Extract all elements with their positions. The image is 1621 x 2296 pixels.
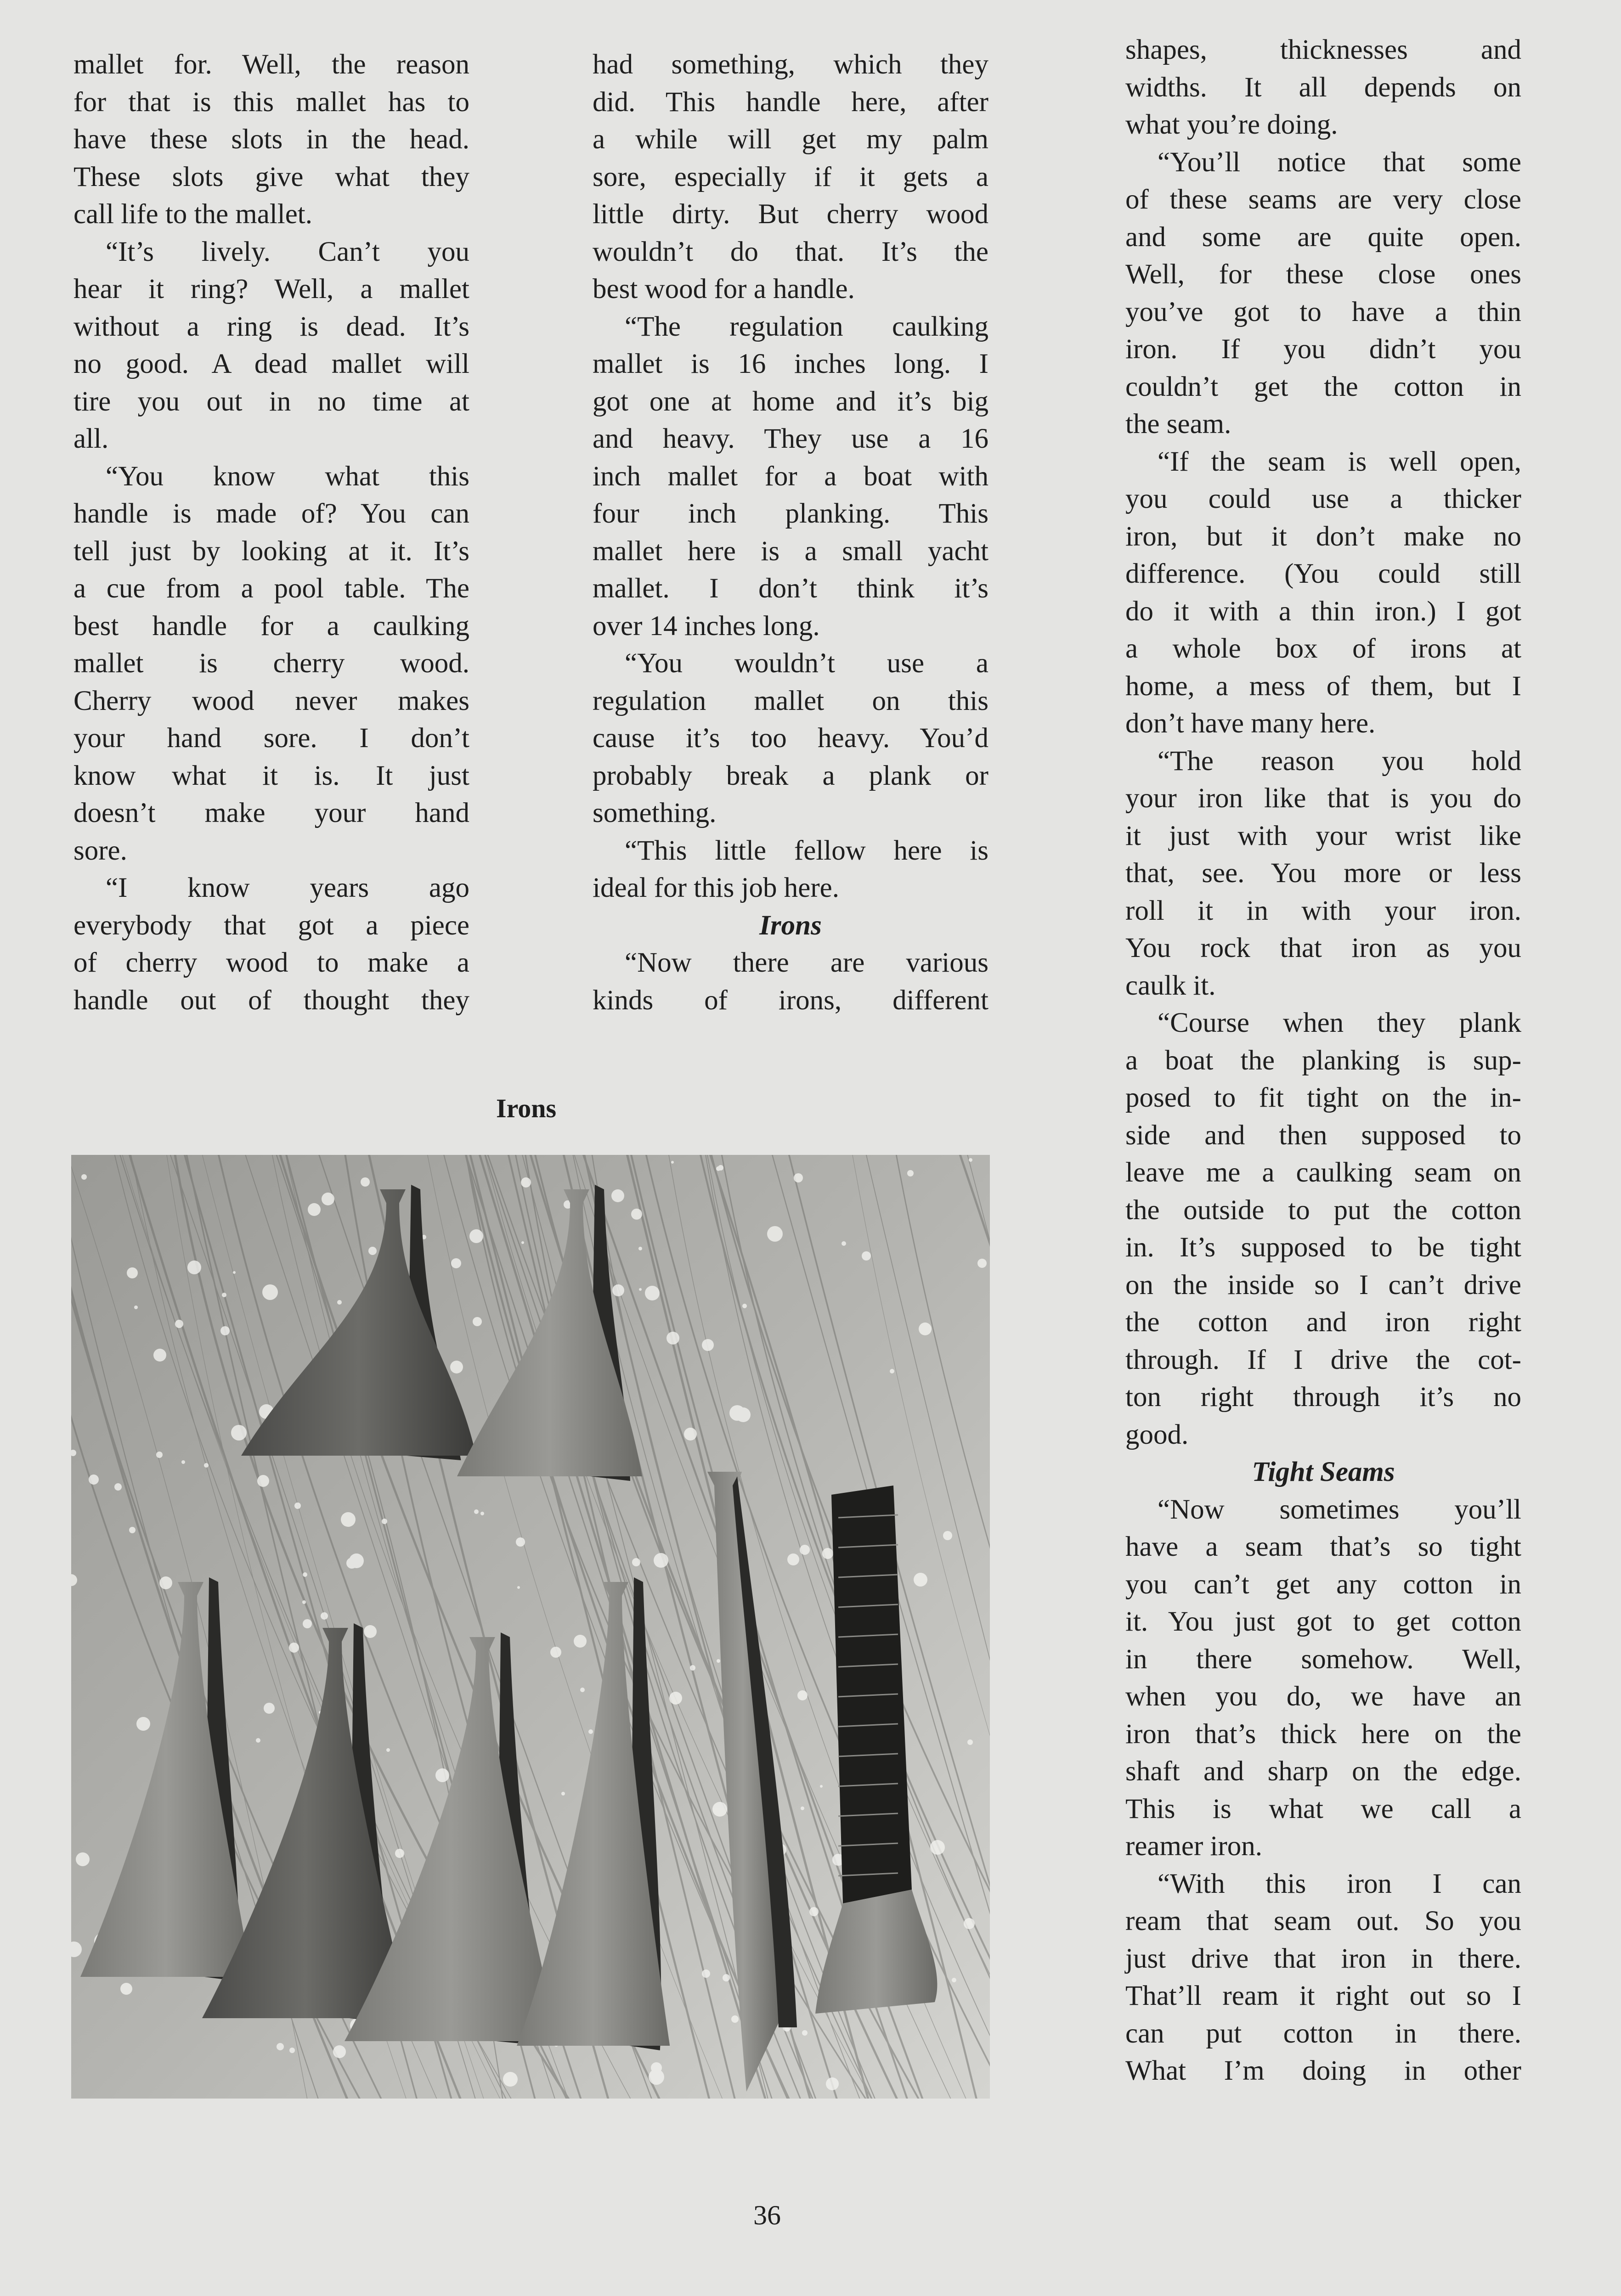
text-line: tell just by looking at it. It’s bbox=[73, 535, 469, 567]
text-line: mallet is cherry wood. bbox=[73, 648, 469, 679]
text-line: “Now there are various bbox=[625, 947, 988, 978]
text-line: your hand sore. I don’t bbox=[73, 723, 469, 754]
text-line: You rock that iron as you bbox=[1125, 933, 1521, 963]
text-line: that, see. You more or less bbox=[1125, 858, 1521, 889]
text-line: have these slots in the head. bbox=[73, 124, 469, 155]
text-line: ream that seam out. So you bbox=[1125, 1906, 1521, 1936]
column-1 bbox=[73, 46, 469, 1019]
text-line: in there somehow. Well, bbox=[1125, 1643, 1521, 1675]
text-line: posed to fit tight on the in- bbox=[1125, 1082, 1521, 1113]
text-line: did. This handle here, after bbox=[593, 86, 988, 118]
text-line: “It’s lively. Can’t you bbox=[106, 236, 469, 267]
page-number: 36 bbox=[753, 2200, 781, 2230]
text-line: ideal for this job here. bbox=[593, 872, 839, 903]
text-line: leave me a caulking seam on bbox=[1125, 1157, 1521, 1188]
section-subheading: Tight Seams bbox=[1252, 1457, 1395, 1487]
text-line: know what it is. It just bbox=[73, 760, 469, 791]
text-line: what you’re doing. bbox=[1125, 109, 1338, 140]
text-line: regulation mallet on this bbox=[593, 685, 988, 716]
text-line: kinds of irons, different bbox=[593, 985, 988, 1016]
text-line: a cue from a pool table. The bbox=[73, 573, 469, 604]
text-line: handle is made of? You can bbox=[73, 498, 469, 529]
text-line: mallet is 16 inches long. I bbox=[593, 349, 988, 379]
text-line: don’t have many here. bbox=[1125, 708, 1376, 739]
text-line: “This little fellow here is bbox=[625, 835, 988, 866]
text-line: sore, especially if it gets a bbox=[593, 161, 988, 192]
text-line: when you do, we have an bbox=[1125, 1681, 1521, 1712]
text-line: it. You just got to get cotton bbox=[1125, 1606, 1521, 1637]
text-line: in. It’s supposed to be tight bbox=[1125, 1232, 1521, 1263]
text-line: all. bbox=[73, 423, 109, 454]
text-line: it just with your wrist like bbox=[1125, 820, 1521, 851]
text-line: “I know years ago bbox=[106, 872, 469, 903]
text-line: What I’m doing in other bbox=[1125, 2055, 1521, 2086]
text-line: through. If I drive the cot- bbox=[1125, 1344, 1521, 1375]
text-line: “The regulation caulking bbox=[625, 311, 988, 342]
text-line: doesn’t make your hand bbox=[73, 798, 469, 828]
text-line: a while will get my palm bbox=[593, 124, 988, 155]
text-line: no good. A dead mallet will bbox=[73, 349, 469, 379]
text-line: probably break a plank or bbox=[593, 760, 988, 791]
text-line: a boat the planking is sup- bbox=[1125, 1045, 1521, 1076]
text-line: without a ring is dead. It’s bbox=[73, 311, 469, 342]
text-line: handle out of thought they bbox=[73, 985, 469, 1016]
text-line: side and then supposed to bbox=[1125, 1120, 1521, 1151]
text-line: got one at home and it’s big bbox=[593, 386, 988, 417]
column-3 bbox=[1125, 31, 1521, 2090]
text-line: “The reason you hold bbox=[1158, 745, 1521, 777]
text-line: on the inside so I can’t drive bbox=[1125, 1269, 1521, 1300]
text-line: “You wouldn’t use a bbox=[625, 648, 988, 679]
text-line: something. bbox=[593, 798, 717, 828]
text-line: for that is this mallet has to bbox=[73, 86, 469, 118]
text-line: iron, but it don’t make no bbox=[1125, 521, 1521, 552]
text-line: iron that’s thick here on the bbox=[1125, 1718, 1521, 1750]
text-line: just drive that iron in there. bbox=[1125, 1943, 1521, 1974]
text-line: These slots give what they bbox=[73, 161, 469, 192]
text-line: roll it in with your iron. bbox=[1125, 895, 1521, 926]
text-line: inch mallet for a boat with bbox=[593, 461, 988, 492]
text-line: you can’t get any cotton in bbox=[1125, 1569, 1521, 1600]
text-line: and heavy. They use a 16 bbox=[593, 423, 988, 454]
text-line: have a seam that’s so tight bbox=[1125, 1531, 1521, 1562]
irons-photograph bbox=[71, 1155, 990, 2099]
text-line: cause it’s too heavy. You’d bbox=[593, 723, 988, 754]
text-line: shaft and sharp on the edge. bbox=[1125, 1756, 1521, 1787]
text-line: “You know what this bbox=[106, 461, 469, 492]
text-line: good. bbox=[1125, 1419, 1189, 1450]
section-subheading: Irons bbox=[759, 910, 822, 941]
text-line: “If the seam is well open, bbox=[1158, 446, 1521, 477]
text-line: home, a mess of them, but I bbox=[1125, 670, 1521, 702]
text-line: That’ll ream it right out so I bbox=[1125, 1981, 1521, 2011]
text-line: little dirty. But cherry wood bbox=[593, 199, 988, 230]
text-line: reamer iron. bbox=[1125, 1831, 1263, 1862]
text-line: best wood for a handle. bbox=[593, 274, 855, 304]
text-line: “With this iron I can bbox=[1158, 1868, 1521, 1899]
text-line: difference. (You could still bbox=[1125, 558, 1521, 589]
text-line: best handle for a caulking bbox=[73, 610, 469, 642]
text-line: wouldn’t do that. It’s the bbox=[593, 236, 988, 267]
text-line: widths. It all depends on bbox=[1125, 72, 1521, 103]
text-line: sore. bbox=[73, 835, 127, 866]
text-line: iron. If you didn’t you bbox=[1125, 334, 1521, 365]
text-line: you’ve got to have a thin bbox=[1125, 296, 1521, 327]
text-line: shapes, thicknesses and bbox=[1125, 34, 1521, 65]
text-line: mallet here is a small yacht bbox=[593, 535, 988, 567]
text-line: of these seams are very close bbox=[1125, 184, 1521, 215]
text-line: “Course when they plank bbox=[1158, 1007, 1521, 1038]
text-line: over 14 inches long. bbox=[593, 610, 820, 642]
column-2 bbox=[593, 46, 988, 1019]
text-line: mallet for. Well, the reason bbox=[73, 49, 469, 80]
text-line: mallet. I don’t think it’s bbox=[593, 573, 988, 604]
text-line: your iron like that is you do bbox=[1125, 783, 1521, 814]
text-line: four inch planking. This bbox=[593, 498, 988, 529]
text-line: the outside to put the cotton bbox=[1125, 1194, 1521, 1226]
text-line: Well, for these close ones bbox=[1125, 259, 1521, 290]
text-line: of cherry wood to make a bbox=[73, 947, 469, 978]
text-line: “You’ll notice that some bbox=[1158, 146, 1521, 178]
text-line: “Now sometimes you’ll bbox=[1158, 1494, 1521, 1525]
text-line: do it with a thin iron.) I got bbox=[1125, 596, 1521, 627]
text-line: can put cotton in there. bbox=[1125, 2018, 1521, 2049]
text-line: Cherry wood never makes bbox=[73, 685, 469, 716]
text-line: the cotton and iron right bbox=[1125, 1307, 1521, 1338]
text-line: caulk it. bbox=[1125, 970, 1216, 1001]
text-line: call life to the mallet. bbox=[73, 199, 312, 230]
figure-caption: Irons bbox=[496, 1093, 557, 1123]
text-line: This is what we call a bbox=[1125, 1793, 1521, 1824]
text-line: ton right through it’s no bbox=[1125, 1382, 1521, 1412]
text-line: the seam. bbox=[1125, 409, 1231, 439]
text-line: had something, which they bbox=[593, 49, 988, 80]
text-line: and some are quite open. bbox=[1125, 221, 1521, 253]
text-line: couldn’t get the cotton in bbox=[1125, 371, 1521, 402]
text-line: hear it ring? Well, a mallet bbox=[73, 274, 469, 304]
text-line: you could use a thicker bbox=[1125, 484, 1521, 514]
text-line: tire you out in no time at bbox=[73, 386, 469, 417]
text-line: everybody that got a piece bbox=[73, 910, 469, 941]
irons-photo-image bbox=[71, 1155, 990, 2099]
text-line: a whole box of irons at bbox=[1125, 633, 1521, 664]
